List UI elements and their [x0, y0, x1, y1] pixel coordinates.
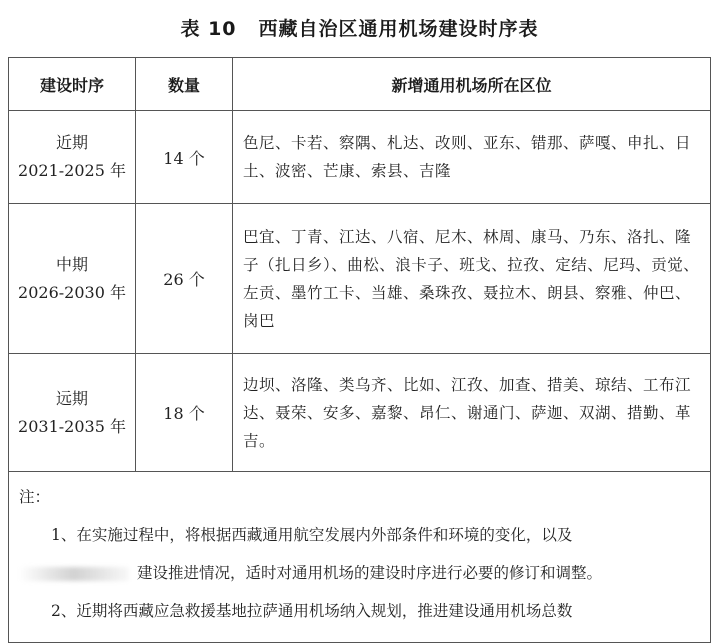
phase-label: 近期 [55, 133, 88, 152]
airport-schedule-table [8, 57, 711, 643]
table-title [0, 14, 719, 41]
regions-cell: 巴宜、丁青、江达、八宿、尼木、林周、康马、乃东、洛扎、隆子（扎日乡）、曲松、浪卡子、班戈、拉孜、定结、尼玛、贡觉、左贡、墨竹工卡、当雄、桑珠孜、聂拉木、朗县、察雅、仲巴、岗巴 [233, 204, 711, 354]
note-item-1: 1、在实施过程中，将根据西藏通用航空发展内外部条件和环境的变化，以及 [51, 526, 573, 544]
table-number: 表 10 [180, 18, 237, 40]
header-count: 数量 [136, 58, 233, 111]
regions-cell: 边坝、洛隆、类乌齐、比如、江孜、加查、措美、琼结、工布江达、聂荣、安多、嘉黎、昂仁、谢通门、萨迦、双湖、措勤、革吉。 [233, 354, 711, 472]
phase-label: 中期 [55, 254, 88, 274]
note-item-1b: 建设推进情况，适时对通用机场的建设时序进行必要的修订和调整。 [137, 564, 603, 582]
phase-cell [9, 111, 136, 204]
notes-heading: 注： [19, 488, 51, 506]
count-cell: 26 个 [136, 204, 233, 354]
header-phase: 建设时序 [9, 58, 136, 111]
header-regions: 新增通用机场所在区位 [233, 58, 711, 111]
notes-cell [9, 472, 711, 643]
note-item-1-continued [19, 554, 700, 592]
table-title-text: 西藏自治区通用机场建设时序表 [258, 18, 539, 40]
phase-years: 2026-2030 年 [18, 282, 126, 302]
count-cell: 14 个 [136, 111, 233, 204]
table-row [9, 204, 711, 354]
phase-years: 2021-2025 年 [18, 161, 126, 180]
phase-years: 2031-2035 年 [18, 416, 126, 436]
count-cell: 18 个 [136, 354, 233, 472]
note-item-2: 2、近期将西藏应急救援基地拉萨通用机场纳入规划，推进建设通用机场总数 [51, 602, 573, 620]
phase-cell [9, 204, 136, 354]
notes-row [9, 472, 711, 643]
table-row [9, 111, 711, 204]
blurred-region [19, 567, 129, 581]
phase-label: 远期 [55, 388, 88, 408]
header-row [9, 58, 711, 111]
table-row [9, 354, 711, 472]
regions-cell: 色尼、卡若、察隅、札达、改则、亚东、错那、萨嘎、申扎、日土、波密、芒康、索县、吉隆 [233, 111, 711, 204]
phase-cell [9, 354, 136, 472]
